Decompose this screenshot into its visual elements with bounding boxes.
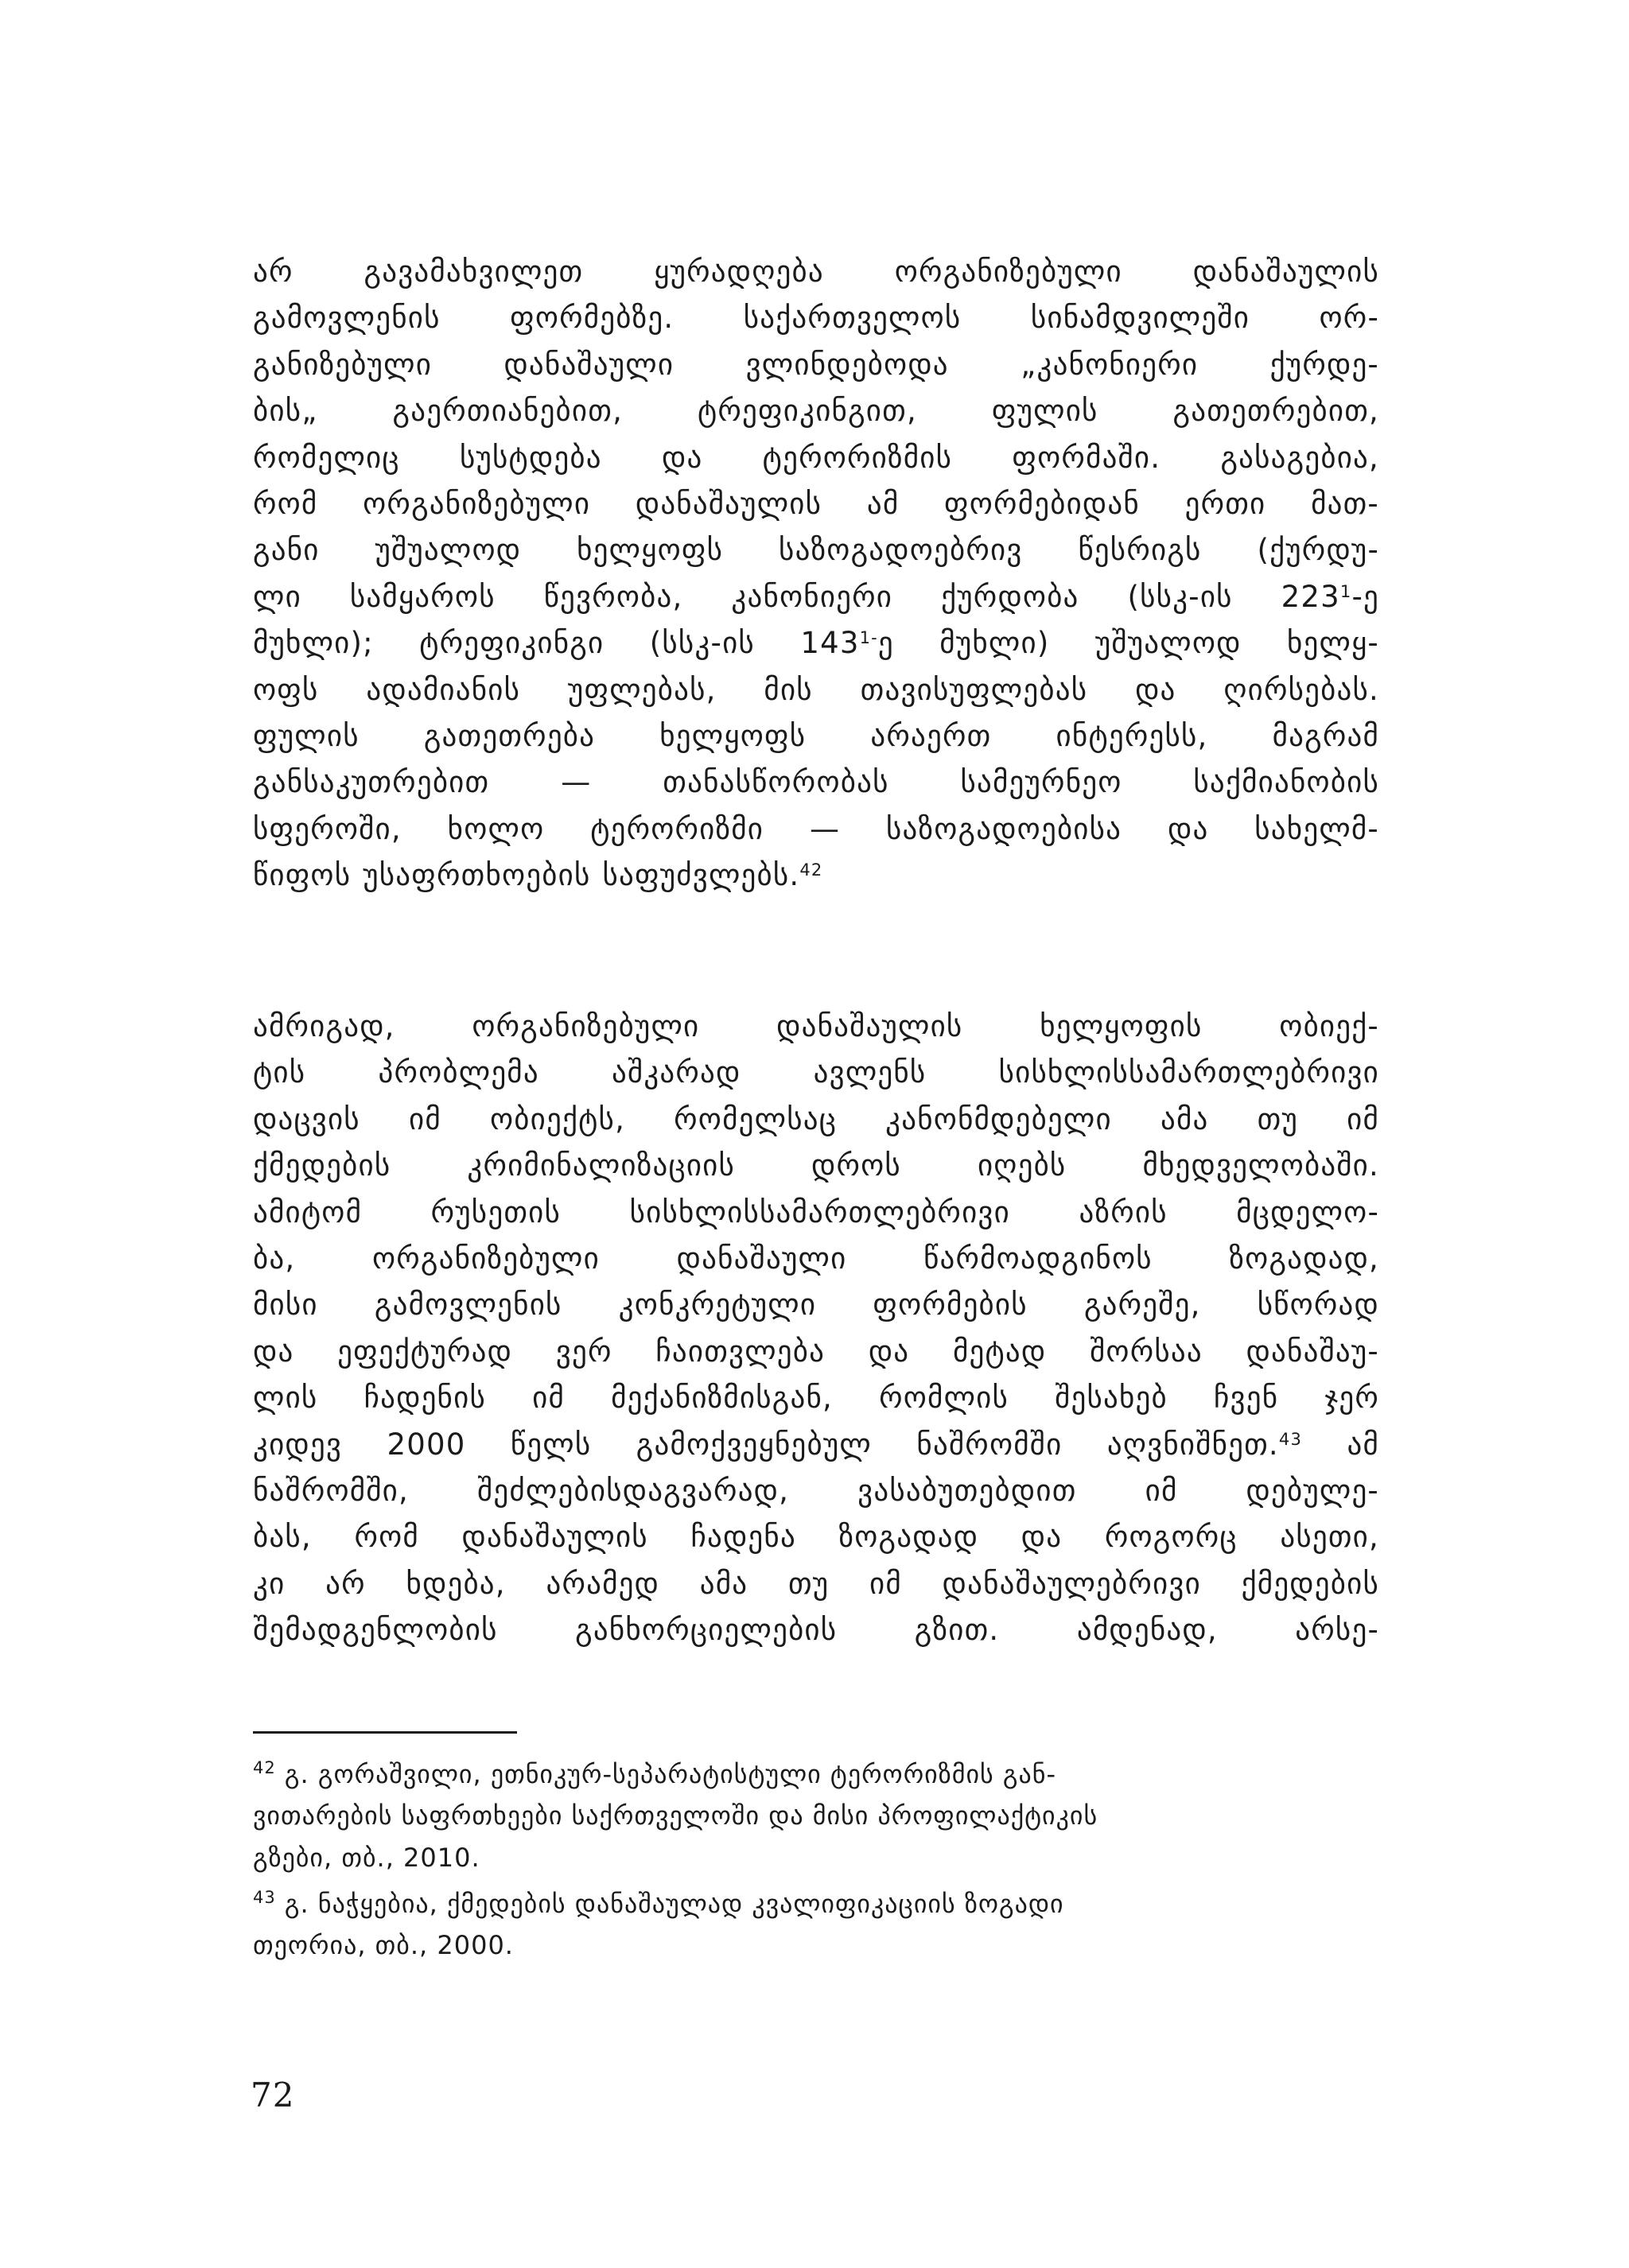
footnote-42 xyxy=(253,1753,1379,1878)
text-line: ოფს ადამიანის უფლებას, მის თავისუფლებას და ღირსებას. xyxy=(253,672,1379,707)
text-segment: კიდევ 2000 წელს გამოქვეყნებულ ნაშრომში აღვნიშნეთ. xyxy=(253,1427,1279,1462)
footnote-number: 43 xyxy=(253,1887,276,1907)
footnotes xyxy=(253,1753,1379,1966)
text-line: ლის ჩადენის იმ მექანიზმისგან, რომლის შესახებ ჩვენ ჯერ xyxy=(253,1381,1379,1416)
footnote-line: ვითარების საფრთხეები საქრთველოში და მისი პროფილაქტიკის xyxy=(253,1800,1098,1831)
superscript: 1- xyxy=(859,628,878,648)
text-segment: წიფოს უსაფრთხოების საფუძვლებს. xyxy=(253,858,800,893)
text-line: ფულის გათეთრება ხელყოფს არაერთ ინტერესს, მაგრამ xyxy=(253,718,1379,753)
footnote-line xyxy=(253,1883,1379,1924)
paragraph-1 xyxy=(253,249,1379,899)
footnote-divider xyxy=(253,1731,517,1734)
footnote-43 xyxy=(253,1883,1379,1967)
text-line: რომელიც სუსტდება და ტერორიზმის ფორმაში. გასაგებია, xyxy=(253,440,1379,475)
text-line: მისი გამოვლენის კონკრეტული ფორმების გარეშე, სწორად xyxy=(253,1287,1379,1322)
text-line: ბას, რომ დანაშაულის ჩადენა ზოგადად და როგორც ასეთი, xyxy=(253,1520,1379,1555)
text-line: და ეფექტურად ვერ ჩაითვლება და მეტად შორსაა დანაშაუ- xyxy=(253,1334,1379,1369)
text-segment: -ე xyxy=(1351,579,1379,614)
text-line: ამრიგად, ორგანიზებული დანაშაულის ხელყოფის ობიექ- xyxy=(253,1009,1379,1043)
text-line: ტის პრობლემა აშკარად ავლენს სისხლისსამართლებრივი xyxy=(253,1055,1379,1090)
superscript: 1 xyxy=(1339,581,1352,601)
text-line: ბა, ორგანიზებული დანაშაული წარმოადგინოს ზოგადად, xyxy=(253,1241,1379,1276)
text-segment: ამ xyxy=(1302,1427,1379,1462)
footnote-line: გზები, თბ., 2010. xyxy=(253,1842,480,1873)
footnote-number: 42 xyxy=(253,1758,276,1777)
paragraph-2 xyxy=(253,1004,1379,1653)
page-number: 72 xyxy=(251,2076,295,2115)
text-line: რომ ორგანიზებული დანაშაულის ამ ფორმებიდან ერთი მათ- xyxy=(253,486,1379,521)
text-line: განიზებული დანაშაული ვლინდებოდა „კანონიერი ქურდე- xyxy=(253,347,1379,382)
footnote-text: გ. ნაჭყებია, ქმედების დანაშაულად კვალიფიკაციის ზოგადი xyxy=(284,1888,1064,1919)
text-line: განი უშუალოდ ხელყოფს საზოგადოებრივ წესრიგს (ქურდუ- xyxy=(253,533,1379,568)
text-segment: ე მუხლი) უშუალოდ ხელყ- xyxy=(877,626,1379,661)
text-line: ამიტომ რუსეთის სისხლისსამართლებრივი აზრის მცდელო- xyxy=(253,1194,1379,1229)
text-line xyxy=(253,574,1379,620)
text-segment: მუხლი); ტრეფიკინგი (სსკ-ის 143 xyxy=(253,626,860,661)
text-segment: ლი სამყაროს წევრობა, კანონიერი ქურდობა (სსკ-ის 223 xyxy=(253,579,1340,614)
text-line: კი არ ხდება, არამედ ამა თუ იმ დანაშაულებრივი ქმედების xyxy=(253,1566,1379,1601)
text-line xyxy=(253,1422,1379,1468)
footnote-line xyxy=(253,1753,1379,1795)
footnote-text: გ. გორაშვილი, ეთნიკურ-სეპარატისტული ტერორიზმის გან- xyxy=(284,1759,1057,1789)
text-line: გამოვლენის ფორმებზე. საქართველოს სინამდვილეში ორ- xyxy=(253,301,1379,336)
footnote-ref-43[interactable]: 43 xyxy=(1278,1429,1303,1449)
text-line: შემადგენლობის განხორციელების გზით. ამდენად, არსე- xyxy=(253,1613,1379,1648)
text-line xyxy=(253,852,1379,899)
text-line: ნაშრომში, შეძლებისდაგვარად, ვასაბუთებდით იმ დებულე- xyxy=(253,1473,1379,1508)
text-line: ქმედების კრიმინალიზაციის დროს იღებს მხედველობაში. xyxy=(253,1148,1379,1183)
text-line: ბის„ გაერთიანებით, ტრეფიკინგით, ფულის გათეთრებით, xyxy=(253,394,1379,429)
text-line: არ გავამახვილეთ ყურადღება ორგანიზებული დანაშაულის xyxy=(253,254,1379,289)
text-line xyxy=(253,620,1379,666)
footnote-ref-42[interactable]: 42 xyxy=(799,860,823,880)
text-line: განსაკუთრებით — თანასწორობას სამეურნეო საქმიანობის xyxy=(253,765,1379,800)
footnote-line: თეორია, თბ., 2000. xyxy=(253,1930,514,1961)
text-line: სფეროში, ხოლო ტერორიზმი — საზოგადოებისა და სახელმ- xyxy=(253,811,1379,846)
text-line: დაცვის იმ ობიექტს, რომელსაც კანონმდებელი ამა თუ იმ xyxy=(253,1101,1379,1136)
